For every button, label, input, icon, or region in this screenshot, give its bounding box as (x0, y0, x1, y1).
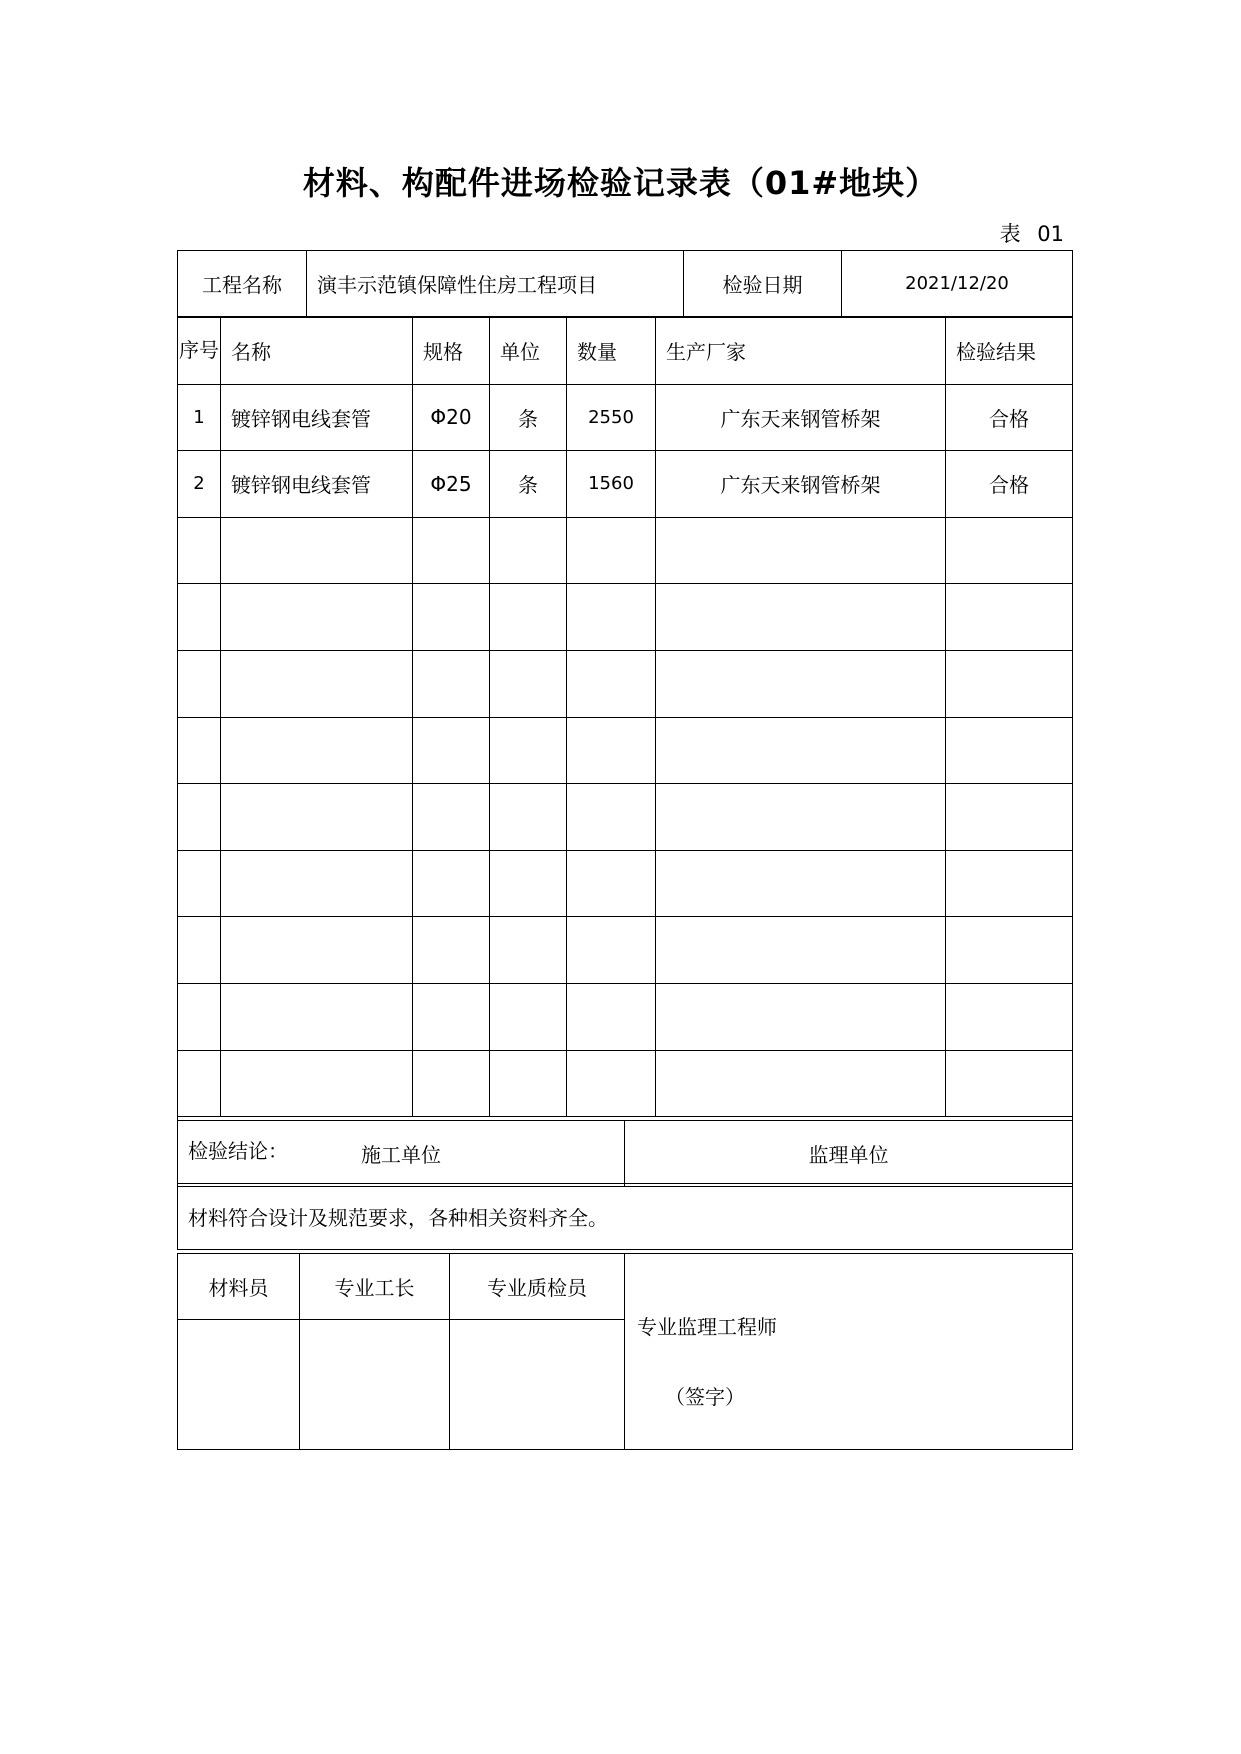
empty-row (178, 717, 1073, 784)
project-info-row (178, 251, 1073, 317)
conclusion-label: 检验结论： (178, 1117, 1073, 1184)
row-seq: 2 (178, 451, 221, 518)
table-row (178, 384, 1073, 451)
foreman-label: 专业工长 (300, 1254, 450, 1320)
empty-row (178, 784, 1073, 851)
project-info-table (177, 250, 1073, 317)
row-name: 镀锌钢电线套管 (221, 451, 413, 518)
inspection-date-label: 检验日期 (684, 251, 842, 317)
empty-row (178, 1050, 1073, 1117)
empty-row (178, 850, 1073, 917)
row-qty: 1560 (567, 451, 656, 518)
empty-row (178, 517, 1073, 584)
form-number: 表 01 (999, 222, 1064, 246)
material-clerk-label: 材料员 (178, 1254, 300, 1320)
column-header-maker: 生产厂家 (656, 318, 946, 385)
quality-inspector-label: 专业质检员 (450, 1254, 625, 1320)
supervising-engineer-cell (625, 1254, 1073, 1450)
signoff-units-row (178, 1121, 1073, 1187)
row-spec: Φ25 (413, 451, 490, 518)
conclusion-text: 材料符合设计及规范要求，各种相关资料齐全。 (178, 1183, 1073, 1250)
signoff-roles-row (178, 1254, 1073, 1320)
quality-inspector-signature (450, 1320, 625, 1450)
row-result: 合格 (946, 384, 1073, 451)
foreman-signature (300, 1320, 450, 1450)
supervision-unit-label: 监理单位 (625, 1121, 1073, 1187)
column-header-name: 名称 (221, 318, 413, 385)
materials-table (177, 317, 1073, 1250)
empty-row (178, 917, 1073, 984)
supervising-engineer-label: 专业监理工程师 (637, 1315, 777, 1339)
conclusion-text-row (178, 1183, 1073, 1250)
signoff-roles-table (177, 1253, 1073, 1450)
row-result: 合格 (946, 451, 1073, 518)
column-header-unit: 单位 (490, 318, 567, 385)
empty-row (178, 650, 1073, 717)
empty-row (178, 584, 1073, 651)
column-header-spec: 规格 (413, 318, 490, 385)
row-unit: 条 (490, 384, 567, 451)
column-header-seq: 序号 (178, 318, 221, 385)
project-name-value: 演丰示范镇保障性住房工程项目 (307, 251, 684, 317)
project-name-label: 工程名称 (178, 251, 307, 317)
row-maker: 广东天来钢管桥架 (656, 451, 946, 518)
row-maker: 广东天来钢管桥架 (656, 384, 946, 451)
material-clerk-signature (178, 1320, 300, 1450)
row-spec: Φ20 (413, 384, 490, 451)
signature-label: （签字） (665, 1385, 745, 1409)
construction-unit-label: 施工单位 (178, 1121, 625, 1187)
empty-row (178, 983, 1073, 1050)
materials-header-row (178, 318, 1073, 385)
row-name: 镀锌钢电线套管 (221, 384, 413, 451)
signoff-units-table (177, 1120, 1073, 1187)
table-row (178, 451, 1073, 518)
row-seq: 1 (178, 384, 221, 451)
page-title: 材料、构配件进场检验记录表（01#地块） (302, 164, 939, 202)
inspection-date-value: 2021/12/20 (842, 251, 1073, 317)
column-header-qty: 数量 (567, 318, 656, 385)
row-qty: 2550 (567, 384, 656, 451)
row-unit: 条 (490, 451, 567, 518)
column-header-result: 检验结果 (946, 318, 1073, 385)
